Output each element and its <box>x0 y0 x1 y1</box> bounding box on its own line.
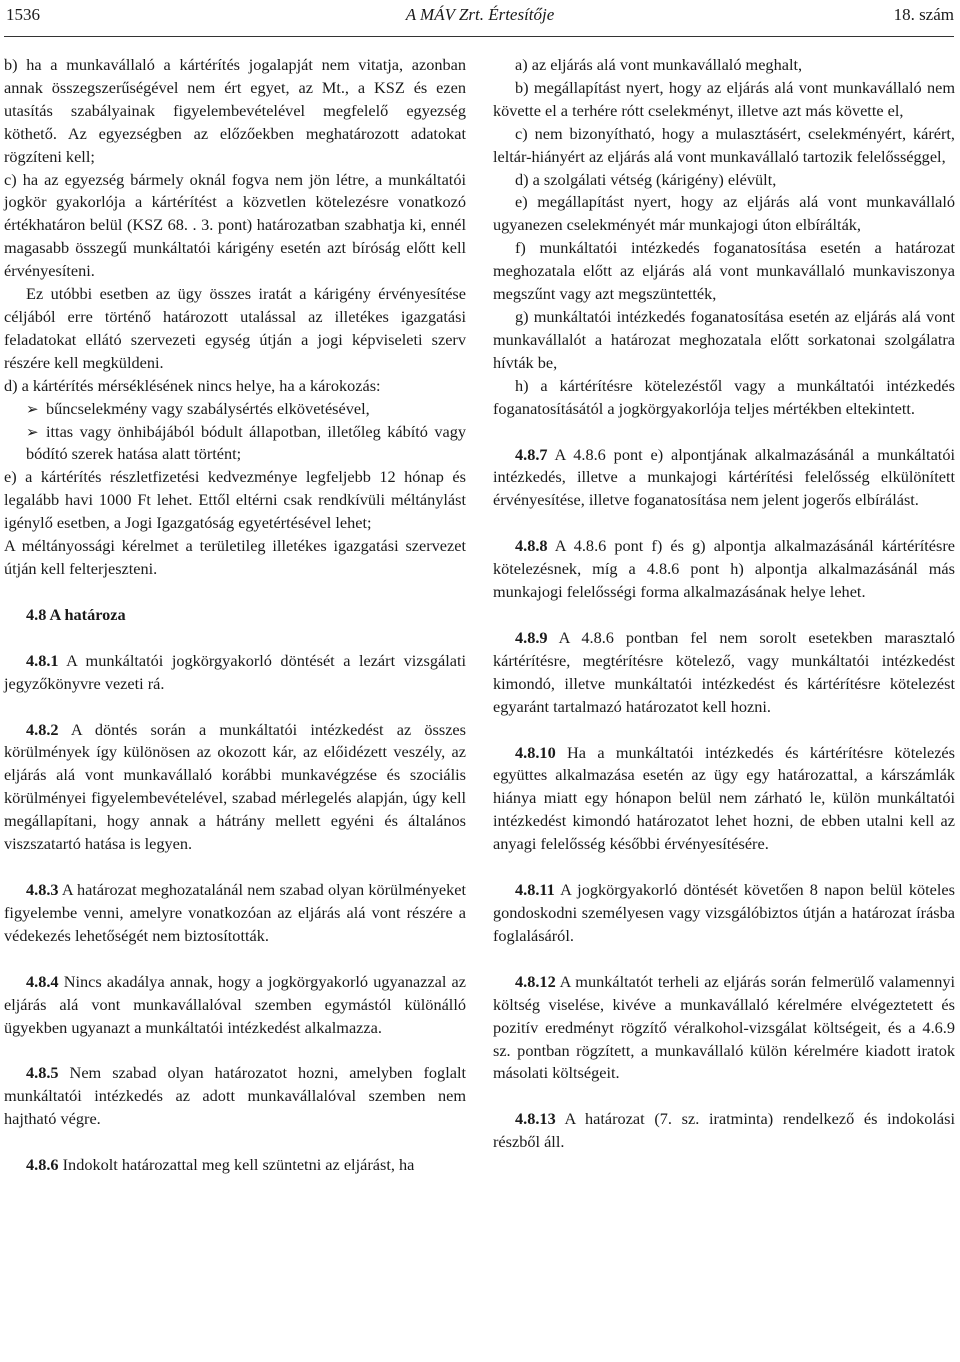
section-text: Nincs akadálya annak, hogy a jogkörgyakorló ugyanazzal az eljárás alá vont munkavállalóval szemben egymástól különálló ügyekben ugyanazt a munkáltatói intézkedést alkalmazza. <box>4 971 466 1037</box>
section-number: 4.8.4 <box>26 971 59 991</box>
paragraph-d: d) a kártérítés mérséklésének nincs helye, ha a károkozás: <box>4 375 381 395</box>
issue-number: 18. szám <box>893 5 954 24</box>
bullet-text: ittas vagy önhibájából bódult állapotban, illetőleg kábító vagy bódító szerek hatása alatt történt; <box>26 421 466 464</box>
header-rule <box>4 36 954 37</box>
section-number: 4.8.5 <box>26 1063 59 1083</box>
section-text: A határozat meghozatalánál nem szabad olyan körülményeket figyelembe venni, amelyre vonatkozóan az eljárás alá vont részére a védekezés lehetőségét nem biztosították. <box>4 880 466 945</box>
item-f: f) munkáltatói intézkedés foganatosítása esetén a határozat meghozatala előtt az eljárás alá vont munkavállaló munkaviszonya megszűnt vagy azt megszüntették, <box>493 238 955 304</box>
item-d: d) a szolgálati vétség (kárigény) elévült, <box>515 169 777 189</box>
section-number: 4.8.8 <box>515 536 548 556</box>
bullet-item <box>4 421 466 467</box>
section-4-8-7 <box>493 444 955 513</box>
arrow-bullet-icon: ➢ <box>26 422 39 441</box>
section-4-8-4 <box>4 971 466 1040</box>
section-text: Indokolt határozattal meg kell szüntetni az eljárást, ha <box>58 1155 415 1175</box>
section-text: A 4.8.6 pont f) és g) alpontja alkalmazásánál kártérítésre kötelezésnek, míg a 4.8.6 pont h) alpontja alkalmazásánál más munkajogi felelősségi forma alkalmazásának helye lehet. <box>493 536 955 602</box>
section-text: Ha a munkáltatói intézkedés és kártérítésre kötelezés együttes alkalmazása esetén az ügy egy határozattal, a kárszámlák hiánya miatt egy hónapon belül nem zárható le, külön munkáltatói intézkedést kimondó határozatot lehet hozni, de ebben utalni kell az anyagi felelősség későbbi érvényesítésére. <box>493 742 955 854</box>
section-number: 4.8.12 <box>515 971 556 991</box>
section-number: 4.8.13 <box>515 1109 556 1129</box>
section-heading: 4.8 A határoza <box>26 604 126 624</box>
paragraph-c: c) ha az egyezség bármely oknál fogva nem jön létre, a munkáltatói jogkör gyakorlója a kártérítést a közvetlen kötelezésre vonatkozó értékhatáron belül (KSZ 68. . 3. pont) határozatban szabhatja ki, ennél magasabb összegű munkáltatói kárigény esetén azt bíróság előtt kell érvényesíteni. <box>4 169 466 281</box>
section-number: 4.8.3 <box>26 880 59 899</box>
section-number: 4.8.10 <box>515 742 556 762</box>
paragraph-claim-enforcement: Ez utóbbi esetben az ügy összes iratát a kárigény érvényesítése céljából erre történő határozott utalással az illetékes igazgatási feladatokat ellátó szervezeti egység útján a jogi képviseleti szerv részére kell megküldeni. <box>4 284 466 372</box>
section-4-8-2 <box>4 719 466 856</box>
item-a: a) az eljárás alá vont munkavállaló meghalt, <box>515 55 803 74</box>
item-h: h) a kártérítésre kötelezéstől vagy a munkáltatói intézkedés foganatosításától a jogkörgyakorlója teljes mértékben eltekintett. <box>493 375 955 418</box>
section-4-8-12 <box>493 971 955 1086</box>
section-4-8-3 <box>4 879 466 948</box>
item-c: c) nem bizonyítható, hogy a mulasztásért, cselekményért, kárért, leltár-hiányért az eljárás alá vont munkavállaló tartozik felelősséggel, <box>493 123 955 166</box>
section-text: A 4.8.6 pont e) alpontjának alkalmazásánál a munkáltatói intézkedés, illetve a munkajogi kártérítési felelősség elkülönített érvényesítése, illetve foganatosítása nem jelent jogerős elbírálást. <box>493 444 955 510</box>
section-text: A 4.8.6 pontban fel nem sorolt esetekben marasztaló kártérítésre, megtérítésre kötelező, vagy munkáltatói intézkedést kimondó, illetve munkáltatói intézkedést és kártérítésre kötelezést egyaránt tartalmazó határozatot kell hozni. <box>493 627 955 716</box>
section-text: A munkáltatói jogkörgyakorló döntését a lezárt vizsgálati jegyzőkönyvre vezeti rá. <box>4 650 466 693</box>
page-header <box>4 4 956 26</box>
section-4-8-8 <box>493 535 955 604</box>
paragraph-b: b) ha a munkavállaló a kártérítés jogalapját nem vitatja, azonban annak összegszerűségével nem ért egyet, az Mt., a KSZ és ezen utasítás szabályainak figyelembevételével megfelelő egyezség köthető. Az egyezségben az előzőekben meghatározott adatokat rögzíteni kell; <box>4 55 466 166</box>
section-4-8-11 <box>493 879 955 948</box>
item-b: b) megállapítást nyert, hogy az eljárás alá vont munkavállaló nem követte el a terhére rótt cselekményt, illetve azt más követte el, <box>493 77 955 120</box>
section-number: 4.8.2 <box>26 719 59 739</box>
section-4-8-9 <box>493 627 955 719</box>
item-g: g) munkáltatói intézkedés foganatosítása esetén az eljárás alá vont munkavállalót a határozat meghozatala előtt sorkatonai szolgálatra hívták be, <box>493 306 955 372</box>
right-column <box>493 54 955 1154</box>
page-number: 1536 <box>6 5 40 24</box>
section-4-8-5 <box>4 1062 466 1131</box>
section-4-8-6 <box>4 1154 466 1177</box>
section-4-8-1 <box>4 650 466 696</box>
paragraph-e: e) a kártérítés részletfizetési kedvezménye legfeljebb 12 hónap és legalább havi 1000 Ft lehet. Ettől eltérni csak rendkívüli méltánylást igénylő esetben, a Jogi Igazgatóság egyetértésével lehet; <box>4 467 466 533</box>
section-text: Nem szabad olyan határozatot hozni, amelyben foglalt munkáltatói intézkedés az adott munkavállalóval szemben nem hajtható végre. <box>4 1063 466 1129</box>
section-number: 4.8.7 <box>515 444 548 464</box>
section-4-8-10 <box>493 742 955 857</box>
section-number: 4.8.9 <box>515 627 548 647</box>
paragraph-equity-request: A méltányossági kérelmet a területileg illetékes igazgatási szervezet útján kell felterjeszteni. <box>4 536 466 578</box>
section-text: A döntés során a munkáltatói intézkedést az összes körülmények így különösen az okozott kár, az előidézett veszély, az eljárás alá vont munkavállaló korábbi munkavégzése és szociális körülményei figyelembevételével, szabad mérlegelés alapján, úgy kell megállapítani, hogy annak a hátrány mellett egyéni és általános viszszatartó hatása is legyen. <box>4 719 466 854</box>
bullet-text: bűncselekmény vagy szabálysértés elkövetésével, <box>46 398 370 418</box>
journal-title: A MÁV Zrt. Értesítője <box>405 5 555 24</box>
item-e: e) megállapítást nyert, hogy az eljárás alá vont munkavállaló ugyanezen cselekményét már munkajogi úton elbírálták, <box>493 192 955 235</box>
left-column <box>4 54 466 1177</box>
section-number: 4.8.1 <box>26 650 59 670</box>
section-number: 4.8.11 <box>515 880 555 900</box>
section-text: A munkáltatót terheli az eljárás során felmerülő valamennyi költség viselése, kivéve a munkavállaló kérelmére elvégeztetett és pozitív eredményt rögzítő véralkohol-vizsgálat költségeit, és a 4.6.9 sz. pontban rögzített, a munkavállaló külön kérelmére kiadott iratok másolati költségeit. <box>493 971 955 1083</box>
arrow-bullet-icon: ➢ <box>26 399 39 418</box>
section-4-8-13 <box>493 1108 955 1154</box>
bullet-item <box>4 398 466 421</box>
section-number: 4.8.6 <box>26 1155 59 1175</box>
section-text: A jogkörgyakorló döntését követően 8 napon belül köteles gondoskodni személyesen vagy vizsgálóbiztos útján a határozat írásba foglalásáról. <box>493 880 955 945</box>
section-text: A határozat (7. sz. iratminta) rendelkező és indokolási részből áll. <box>493 1109 955 1152</box>
